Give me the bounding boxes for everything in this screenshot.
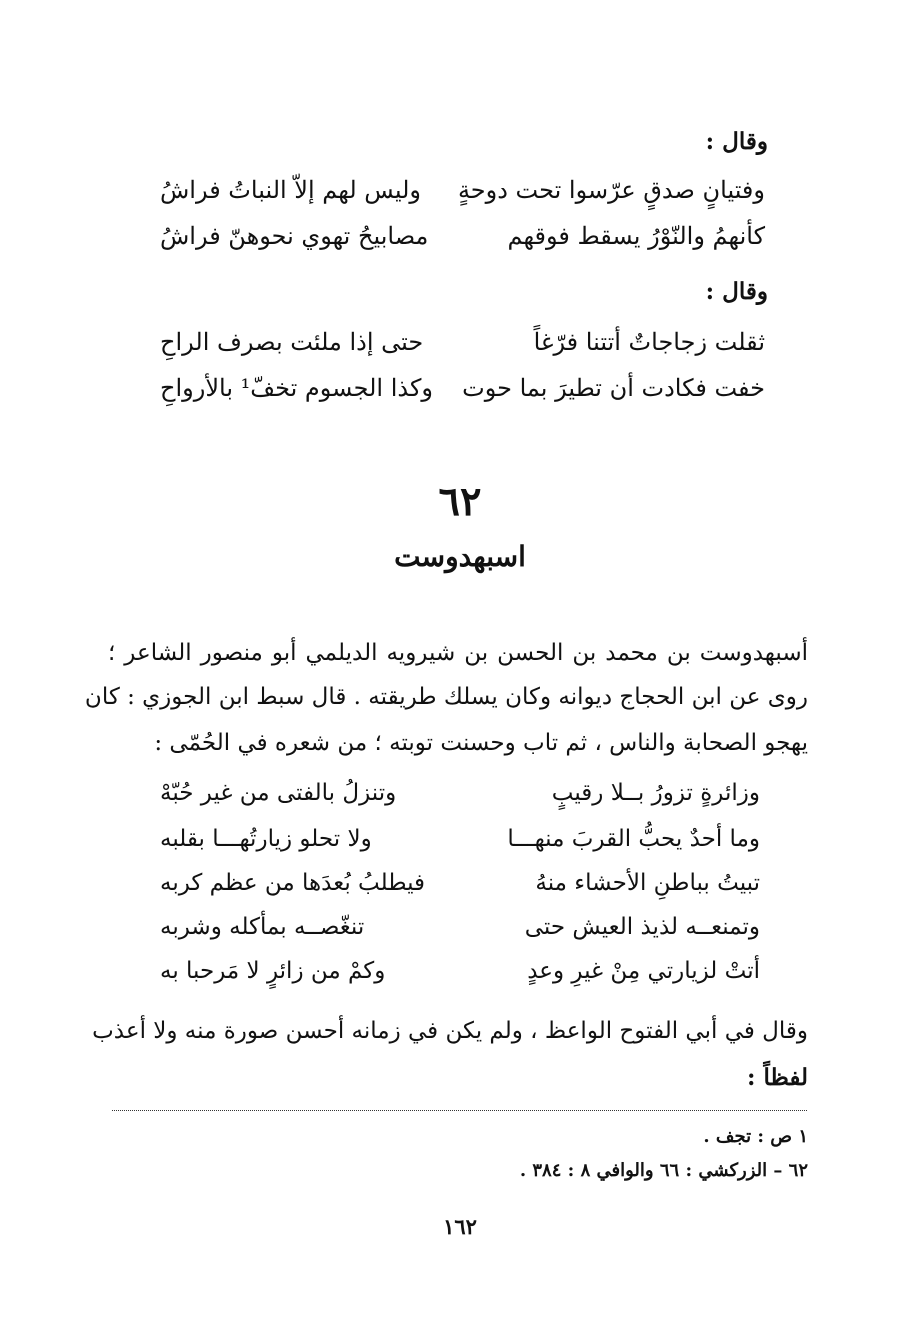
- footnote-separator: [112, 1110, 807, 1111]
- prose-line: أسبهدوست بن محمد بن الحسن بن شيرويه الديلمي أبو منصور الشاعر ؛: [108, 640, 808, 666]
- footnote: ٦٢ – الزركشي : ٦٦ والوافي ٨ : ٣٨٤ .: [519, 1160, 808, 1181]
- verse-line: [160, 176, 765, 216]
- verse-first-hemistich: تبيتُ بباطنِ الأحشاء منهُ: [535, 870, 760, 896]
- entry-number: ٦٢: [438, 478, 482, 525]
- entry-title: اسبهدوست: [394, 540, 526, 573]
- verse-first-hemistich: وفتيانٍ صدقٍ عرّسوا تحت دوحةٍ: [457, 176, 765, 204]
- verse-first-hemistich: ثقلت زجاجاتٌ أتتنا فرّغاً: [533, 328, 765, 356]
- verse-first-hemistich: وزائرةٍ تزورُ بــلا رقيبٍ: [551, 780, 760, 806]
- verse-second-hemistich: ولا تحلو زيارتُهـــا بقلبه: [160, 826, 372, 852]
- verse-line: [160, 914, 760, 954]
- verse-second-hemistich: وليس لهم إلاّ النباتُ فراشُ: [160, 176, 422, 204]
- verse-line: [160, 958, 760, 998]
- verse-line: [160, 328, 765, 368]
- verse-line: [160, 826, 760, 866]
- verse-second-hemistich: فيطلبُ بُعدَها من عظم كربه: [160, 870, 426, 896]
- page-number: ١٦٢: [443, 1214, 477, 1239]
- verse-second-hemistich: تنغّصــه بمأكله وشربه: [160, 914, 365, 940]
- poem-intro: وقال :: [705, 128, 768, 155]
- verse-second-hemistich: مصابيحُ تهوي نحوهنّ فراشُ: [160, 222, 429, 250]
- verse-second-hemistich: حتى إذا ملئت بصرف الراحِ: [160, 328, 424, 356]
- verse-second-hemistich: وكمْ من زائرٍ لا مَرحبا به: [160, 958, 386, 984]
- prose-line: لفظاً :: [746, 1064, 808, 1091]
- verse-first-hemistich: كأنهمُ والنّوْرُ يسقط فوقهم: [507, 222, 765, 250]
- poem-intro: وقال :: [705, 278, 768, 305]
- verse-first-hemistich: وتمنعــه لذيذ العيش حتى: [524, 914, 760, 940]
- prose-line: يهجو الصحابة والناس ، ثم تاب وحسنت توبته ؛ من شعره في الحُمّى :: [154, 730, 808, 756]
- verse-line: [160, 222, 765, 262]
- verse-line: [160, 374, 765, 414]
- verse-first-hemistich: أتتْ لزيارتي مِنْ غيرِ وعدٍ: [527, 958, 760, 984]
- prose-line: روى عن ابن الحجاج ديوانه وكان يسلك طريقته . قال سبط ابن الجوزي : كان: [84, 684, 808, 710]
- footnote: ١ ص : تجف .: [703, 1126, 808, 1147]
- verse-second-hemistich: وتنزلُ بالفتى من غير حُبّهْ: [160, 780, 397, 806]
- verse-first-hemistich: خفت فكادت أن تطيرَ بما حوت: [462, 374, 765, 402]
- verse-line: [160, 870, 760, 910]
- prose-line: وقال في أبي الفتوح الواعظ ، ولم يكن في زمانه أحسن صورة منه ولا أعذب: [92, 1018, 808, 1044]
- verse-first-hemistich: وما أحدٌ يحبُّ القربَ منهـــا: [507, 826, 760, 852]
- verse-second-hemistich: وكذا الجسوم تخفّ¹ بالأرواحِ: [160, 374, 433, 402]
- verse-line: [160, 780, 760, 820]
